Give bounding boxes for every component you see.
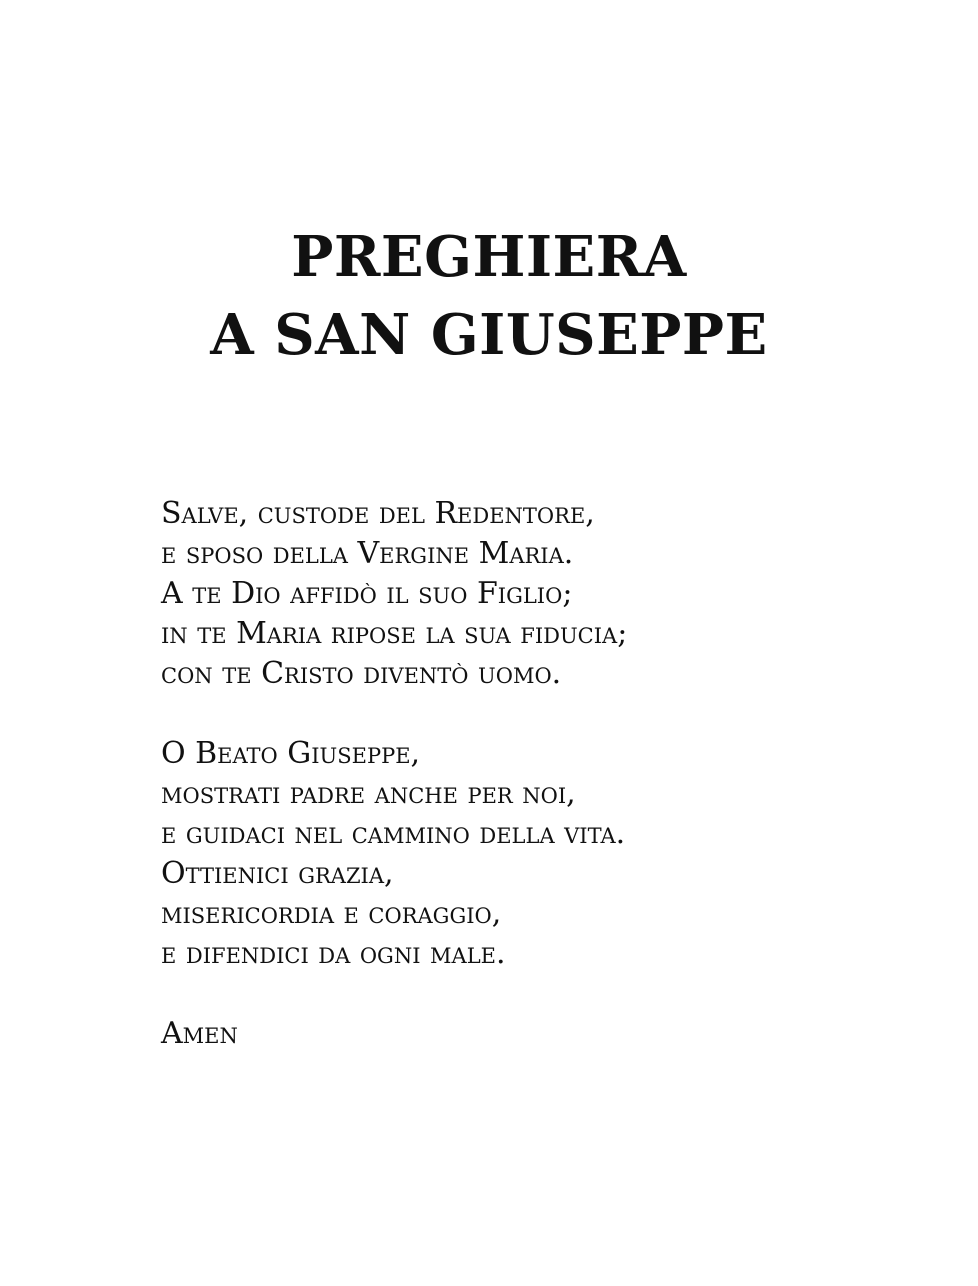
verse-line: O Beato Giuseppe, [161,736,421,771]
title-line-2: A SAN GIUSEPPE [210,302,768,368]
verse-line: e difendici da ogni male. [161,936,506,971]
stanza-closing [161,1014,627,1054]
title-line-1: PREGHIERA [291,224,687,290]
stanza-2 [161,734,627,974]
verse-line: misericordia e coraggio, [161,896,502,931]
verse-line: e sposo della Vergine Maria. [161,536,574,571]
amen-line: Amen [161,1016,238,1051]
verse-line: mostrati padre anche per noi, [161,776,576,811]
verse-line: in te Maria ripose la sua fiducia; [161,616,628,651]
verse-line: con te Cristo diventò uomo. [161,656,562,691]
verse-line: Ottienici grazia, [161,856,394,891]
prayer-title [0,218,978,374]
verse-line: e guidaci nel cammino della vita. [161,816,626,851]
verse-line: Salve, custode del Redentore, [161,496,595,531]
verse-line: A te Dio affidò il suo Figlio; [161,576,573,611]
prayer-text [161,494,627,1054]
stanza-1 [161,494,627,694]
